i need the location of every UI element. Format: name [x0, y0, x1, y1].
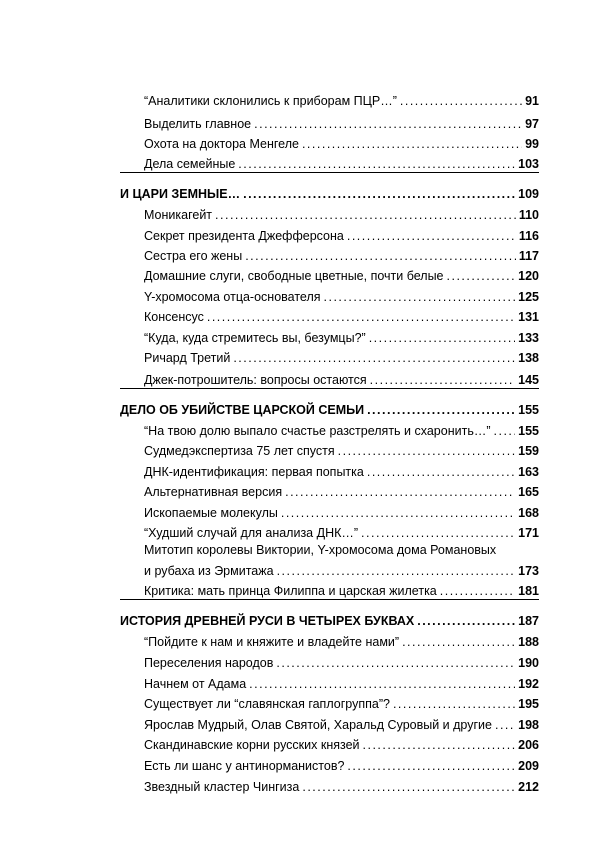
page-number: 110: [518, 208, 539, 222]
page-number: 206: [518, 738, 539, 752]
toc-entry: [144, 156, 539, 172]
toc-entry-title: Сестра его жены: [144, 249, 243, 263]
page-number: 145: [518, 373, 539, 387]
toc-entry-title: Охота на доктора Менгеле: [144, 137, 299, 151]
toc-entry-title: Ричард Третий: [144, 351, 231, 365]
toc-entry-title: Джек-потрошитель: вопросы остаются: [144, 373, 367, 387]
page-number: 187: [518, 614, 539, 628]
toc-entry: [144, 464, 539, 480]
toc-entry-title: Альтернативная версия: [144, 485, 283, 499]
page-number: 97: [525, 117, 539, 131]
toc-entry-title: Существует ли “славянская гаплогруппа”?: [144, 697, 390, 711]
page-number: 198: [518, 718, 539, 732]
dot-leader: [277, 563, 516, 579]
page-number: 188: [518, 635, 539, 649]
page-number: 116: [518, 229, 539, 243]
toc-chapter: [120, 402, 539, 418]
page-number: 181: [518, 584, 539, 598]
dot-leader: [233, 350, 515, 366]
section-divider: [120, 388, 539, 389]
toc-entry: [144, 505, 539, 521]
toc-entry: [144, 309, 539, 325]
toc-entry-title: Переселения народов: [144, 656, 274, 670]
page-number: 117: [518, 249, 539, 263]
toc-entry: [144, 268, 539, 284]
toc-entry-title: “Аналитики склонились к приборам ПЦР…”: [144, 94, 397, 108]
page-number: 109: [518, 187, 539, 201]
dot-leader: [324, 289, 516, 305]
dot-leader: [243, 186, 515, 202]
dot-leader: [440, 583, 515, 599]
toc-entry: [144, 583, 539, 599]
toc-entry-title: Звездный кластер Чингиза: [144, 780, 300, 794]
toc-entry-title: Секрет президента Джефферсона: [144, 229, 344, 243]
toc-entry-title: Критика: мать принца Филиппа и царская жилетка: [144, 584, 437, 598]
toc-chapter-title: ИСТОРИЯ ДРЕВНЕЙ РУСИ В ЧЕТЫРЕХ БУКВАХ: [120, 614, 415, 628]
page-number: 168: [518, 506, 539, 520]
dot-leader: [361, 525, 515, 541]
toc-entry: [144, 779, 539, 795]
page-number: 159: [518, 444, 539, 458]
toc-entry-title: Выделить главное: [144, 117, 252, 131]
toc-entry-title: ДНК-идентификация: первая попытка: [144, 465, 364, 479]
page-number: 190: [518, 656, 539, 670]
dot-leader: [338, 443, 516, 459]
page-number: 165: [518, 485, 539, 499]
toc-entry: [144, 737, 539, 753]
toc-entry: [144, 207, 539, 223]
toc-entry-title: Начнем от Адама: [144, 677, 247, 691]
dot-leader: [276, 655, 515, 671]
page-number: 155: [518, 403, 539, 417]
toc-entry-title: Y-хромосома отца-основателя: [144, 290, 321, 304]
toc-entry-title: Дела семейные: [144, 157, 236, 171]
page-number: 91: [525, 94, 539, 108]
toc-entry: [144, 717, 539, 733]
page-number: 195: [518, 697, 539, 711]
dot-leader: [285, 484, 515, 500]
dot-leader: [369, 330, 515, 346]
page-number: 125: [518, 290, 539, 304]
toc-entry-title: Моникагейт: [144, 208, 213, 222]
page-number: 131: [518, 310, 539, 324]
page-number: 103: [518, 157, 539, 171]
toc-entry: [144, 228, 539, 244]
toc-entry-title: Ярослав Мудрый, Олав Святой, Харальд Суровый и другие: [144, 718, 492, 732]
dot-leader: [281, 505, 515, 521]
toc-entry: [144, 655, 539, 671]
toc-entry: [144, 93, 539, 109]
toc-entry: [144, 563, 539, 579]
page-number: 192: [518, 677, 539, 691]
toc-entry: [144, 289, 539, 305]
dot-leader: [400, 93, 522, 109]
dot-leader: [402, 634, 515, 650]
dot-leader: [347, 228, 516, 244]
toc-entry-title: “Куда, куда стремитесь вы, безумцы?”: [144, 331, 366, 345]
toc-entry: [144, 484, 539, 500]
page-number: 120: [518, 269, 539, 283]
toc-entry: [144, 136, 539, 152]
toc-entry-title: Судмедэкспертиза 75 лет спустя: [144, 444, 335, 458]
page-number: 138: [518, 351, 539, 365]
dot-leader: [494, 423, 516, 439]
toc-entry: [144, 525, 539, 541]
dot-leader: [417, 613, 515, 629]
dot-leader: [347, 758, 515, 774]
dot-leader: [254, 116, 522, 132]
toc-entry: [144, 696, 539, 712]
toc-entry: [144, 330, 539, 346]
dot-leader: [363, 737, 516, 753]
toc-entry-title-line: Митотип королевы Виктории, Y-хромосома дома Романовых: [144, 543, 497, 557]
section-divider: [120, 599, 539, 600]
page-number: 163: [518, 465, 539, 479]
toc-entry-title: Домашние слуги, свободные цветные, почти белые: [144, 269, 444, 283]
toc-chapter: [120, 613, 539, 629]
section-divider: [120, 172, 539, 173]
toc-entry-title: Есть ли шанс у антинорманистов?: [144, 759, 345, 773]
toc-entry: [144, 634, 539, 650]
toc-entry: [144, 248, 539, 264]
dot-leader: [302, 779, 515, 795]
dot-leader: [245, 248, 516, 264]
toc-entry-title: “Пойдите к нам и княжите и владейте нами”: [144, 635, 400, 649]
page-number: 171: [518, 526, 539, 540]
toc-entry: [144, 443, 539, 459]
toc-chapter-title: ДЕЛО ОБ УБИЙСТВЕ ЦАРСКОЙ СЕМЬИ: [120, 403, 365, 417]
toc-chapter-title: И ЦАРИ ЗЕМНЫЕ…: [120, 187, 241, 201]
page-number: 173: [518, 564, 539, 578]
toc-entry: [144, 350, 539, 366]
page-number: 209: [518, 759, 539, 773]
dot-leader: [367, 402, 515, 418]
toc-entry: [144, 423, 539, 439]
toc-chapter: [120, 186, 539, 202]
dot-leader: [370, 372, 515, 388]
dot-leader: [447, 268, 516, 284]
dot-leader: [249, 676, 515, 692]
toc-entry: [144, 676, 539, 692]
dot-leader: [393, 696, 515, 712]
dot-leader: [238, 156, 515, 172]
toc-entry-title: Ископаемые молекулы: [144, 506, 278, 520]
dot-leader: [207, 309, 515, 325]
toc-entry: [144, 116, 539, 132]
toc-entry-title: Консенсус: [144, 310, 204, 324]
dot-leader: [367, 464, 515, 480]
toc-entry-title: “Худший случай для анализа ДНК…”: [144, 526, 359, 540]
toc-entry-title: Скандинавские корни русских князей: [144, 738, 360, 752]
page-number: 99: [525, 137, 539, 151]
page-number: 212: [518, 780, 539, 794]
dot-leader: [495, 717, 515, 733]
toc-entry-title: “На твою долю выпало счастье разстрелять и схаронить…”: [144, 424, 491, 438]
page-number: 133: [518, 331, 539, 345]
dot-leader: [302, 136, 522, 152]
dot-leader: [215, 207, 516, 223]
page-number: 155: [518, 424, 539, 438]
toc-entry-title: и рубаха из Эрмитажа: [144, 564, 274, 578]
toc-entry: [144, 758, 539, 774]
toc-entry: [144, 372, 539, 388]
